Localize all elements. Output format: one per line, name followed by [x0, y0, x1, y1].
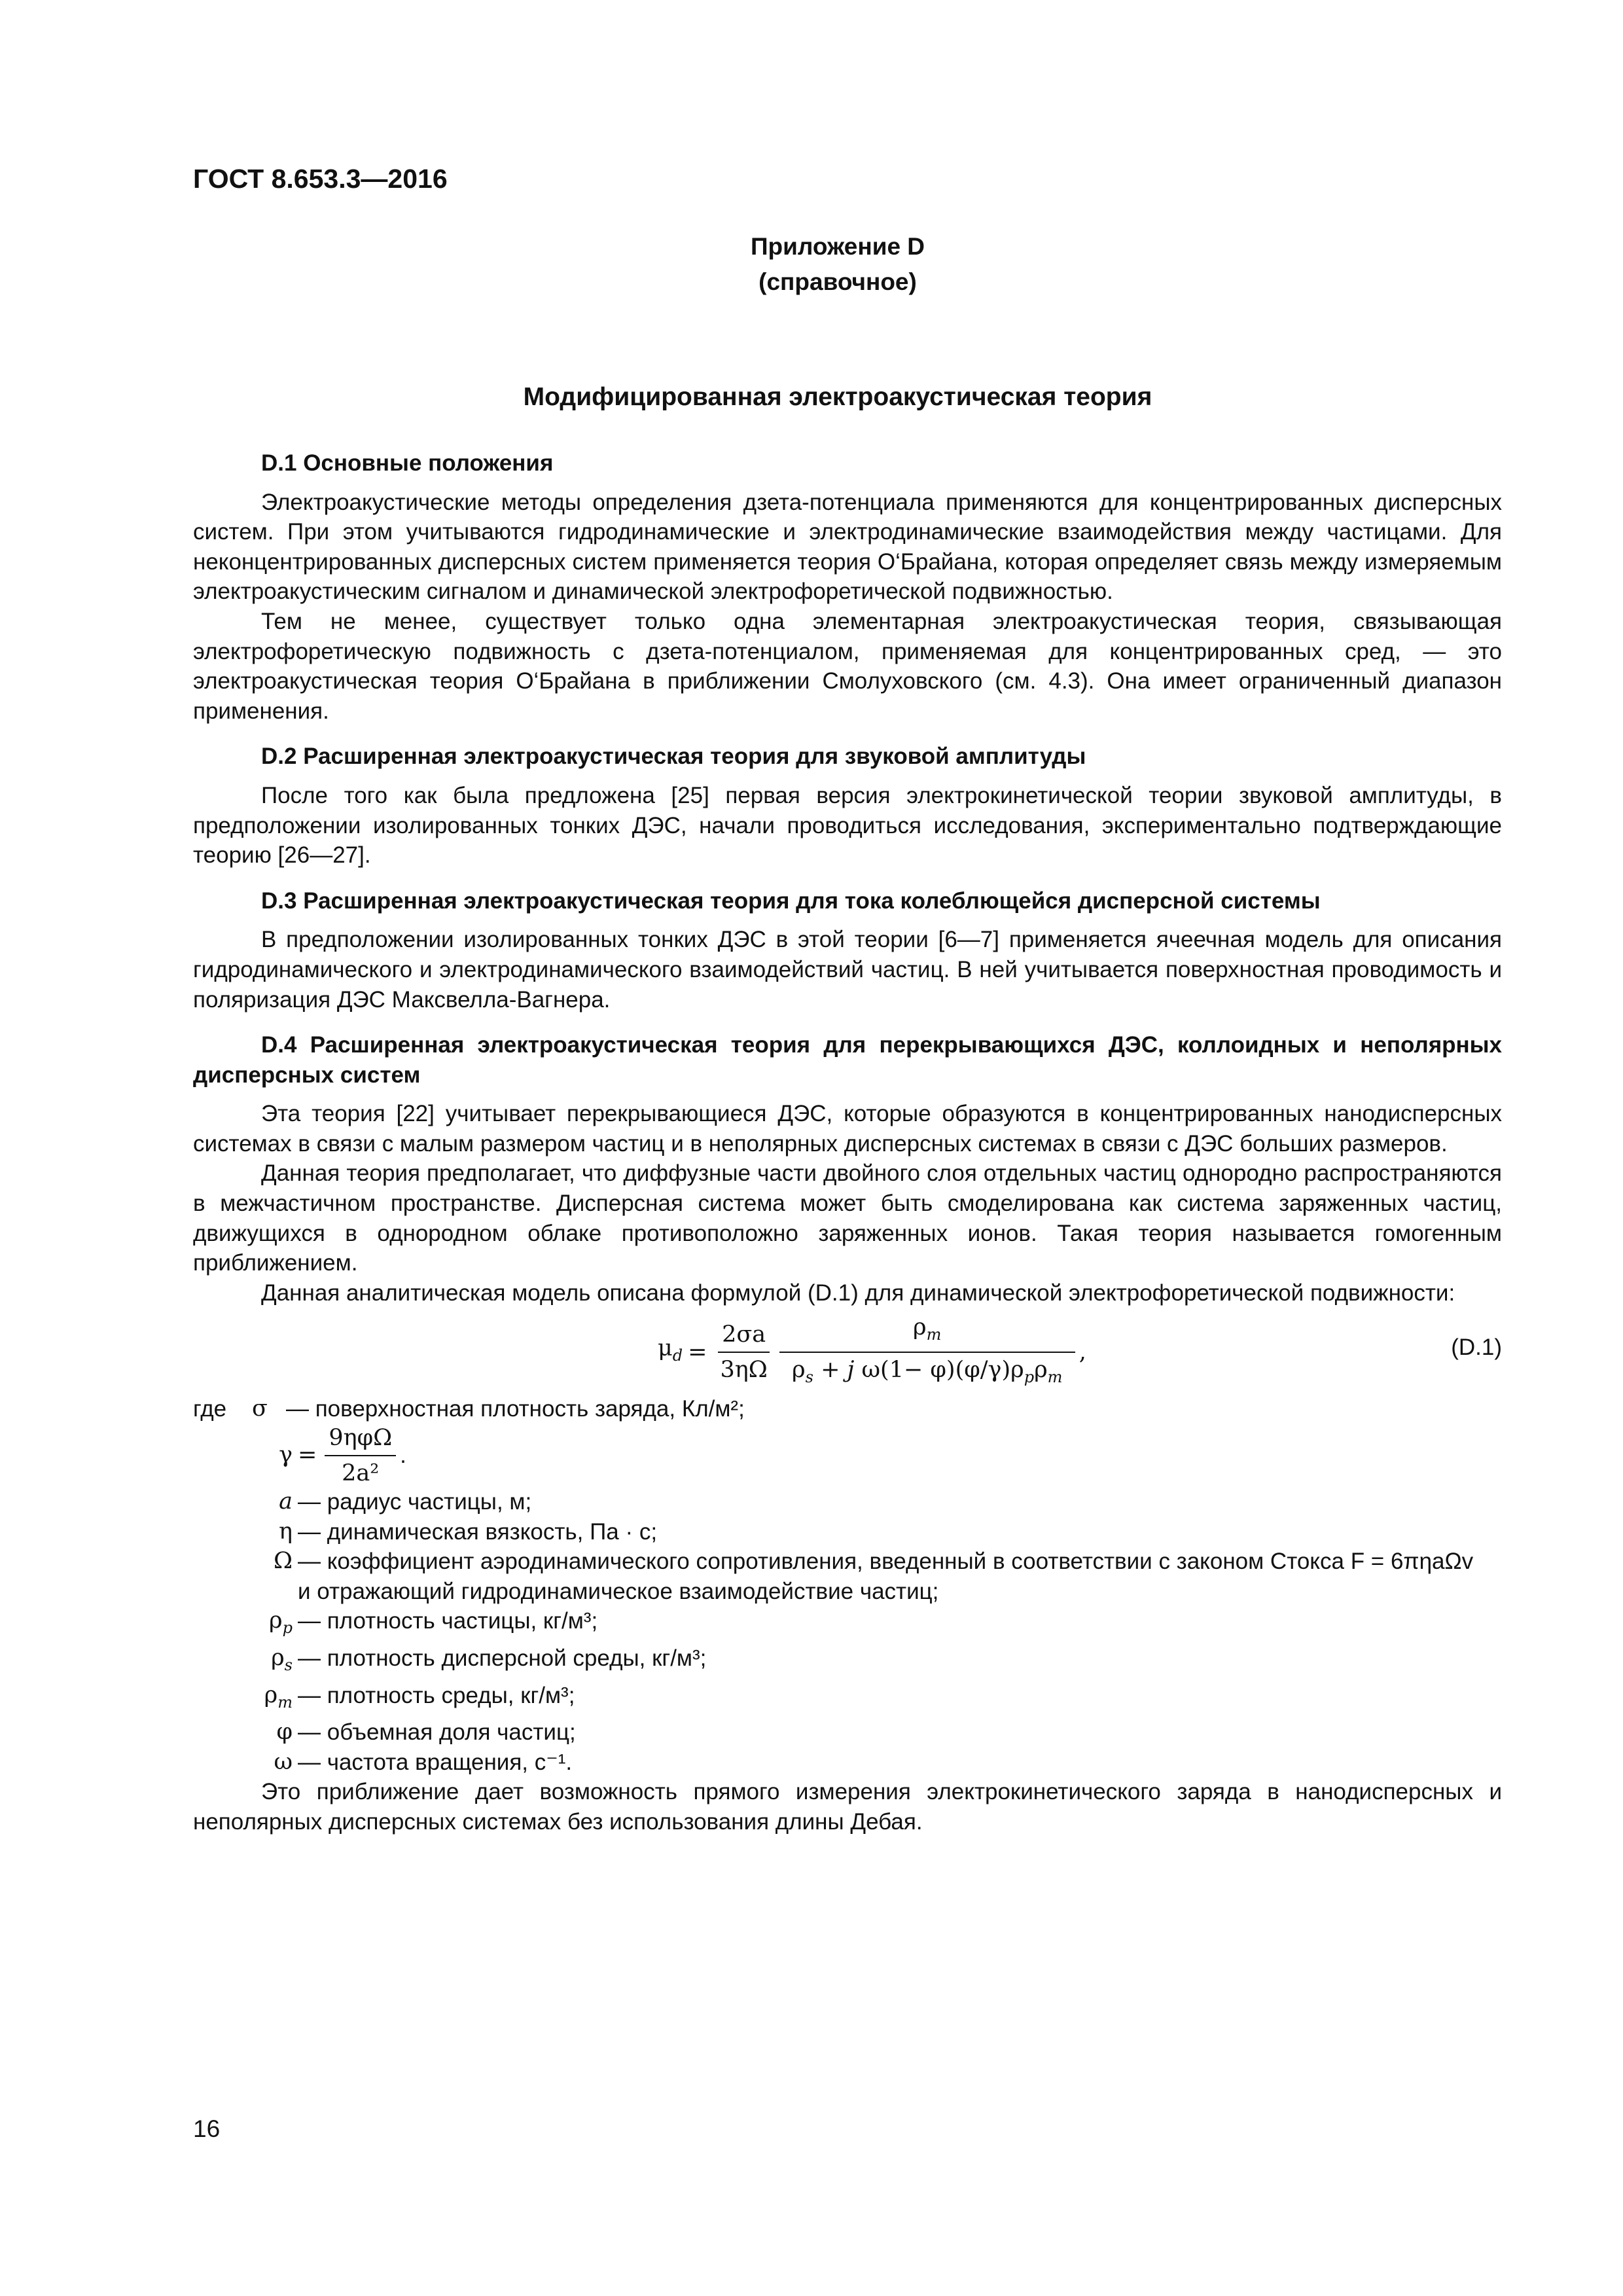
fraction-1: $\frac{2\sigma a}{3\eta\Omega}$ — [716, 1320, 771, 1384]
standard-header: ГОСТ 8.653.3—2016 — [193, 164, 448, 194]
list-item: Ω — коэффициент аэродинамического сопротивления, введенный в соответствии с законом Стокса F = 6πηaΩv — [273, 1548, 1474, 1575]
fraction-2: $\frac{\rho_m}{\rho_s + j \omega(1- \varphi)(\varphi/\gamma)\rho_p\rho_m}$ — [779, 1313, 1075, 1391]
paragraph: Эта теория [22] учитывает перекрывающиеся ДЭС, которые образуются в концентрированных нанодисперсных системах в связи с малым размером частиц и в неполярных дисперсных системах в связи с ДЭС больших размеров. — [193, 1101, 1502, 1157]
annex-heading — [0, 229, 1623, 300]
list-item: a — радиус частицы, м; — [279, 1488, 532, 1515]
list-item: γ = $\frac{\text{9ηφΩ}}{\text{2a²}}$ . — [279, 1425, 406, 1487]
formula-expression: $\mu_d$ = $\frac{2\sigma a}{3\eta\Omega}$ $\frac{\rho_m}{\rho_s + j \omega(1- \varphi)(\varphi/\gamma)\rho_p\rho_m}$ , — [658, 1314, 1086, 1390]
formula-lhs: $\mu_d$ — [658, 1335, 683, 1365]
closing-paragraph: Это приближение дает возможность прямого измерения электрокинетического заряда в нанодисперсных и неполярных дисперсных системах без использования длины Дебая. — [193, 1779, 1502, 1835]
formula-d1 — [193, 1314, 1502, 1390]
annex-type: (справочное) — [758, 268, 917, 295]
section-heading-d3: D.3 Расширенная электроакустическая теория для тока колеблющейся дисперсной системы — [261, 888, 1321, 914]
paragraph: Данная аналитическая модель описана формулой (D.1) для динамической электрофоретической подвижности: — [261, 1280, 1455, 1306]
list-item: ω — частота вращения, с⁻¹. — [274, 1748, 573, 1775]
equation-number: (D.1) — [1451, 1335, 1502, 1361]
list-item: где σ — поверхностная плотность заряда, Кл/м²; — [193, 1395, 745, 1422]
paragraph: В предположении изолированных тонких ДЭС в этой теории [6—7] применяется ячеечная модель для описания гидродинамического и электродинамического взаимодействий частиц. В ней учитывается поверхностная проводимость и поляризация ДЭС Максвелла-Вагнера. — [193, 927, 1502, 1013]
gamma-fraction: $\frac{\text{9ηφΩ}}{\text{2a²}}$ — [325, 1424, 396, 1488]
document-body — [193, 448, 1502, 1837]
list-item: $\rho_p$ — плотность частицы, кг/м³; — [269, 1607, 598, 1638]
list-item: $\rho_s$ — плотность дисперсной среды, кг/м³; — [271, 1645, 707, 1674]
section-heading-d1: D.1 Основные положения — [261, 450, 554, 476]
list-item: η — динамическая вязкость, Па · с; — [279, 1518, 658, 1545]
page-number: 16 — [193, 2115, 221, 2142]
list-item-continuation: и отражающий гидродинамическое взаимодействие частиц; — [298, 1578, 939, 1604]
paragraph: Электроакустические методы определения дзета-потенциала применяются для концентрированных дисперсных систем. При этом учитываются гидродинамические и электродинамические взаимодействия между частицами. Для неконцентрированных дисперсных систем применяется теория О‘Брайана, которая определяет связь между измеряемым электроакустическим сигналом и динамической электрофоретической подвижностью. — [193, 489, 1502, 605]
paragraph: Тем не менее, существует только одна элементарная электроакустическая теория, связывающая электрофоретическую подвижность с дзета-потенциалом, применяемая для концентрированных сред, — это электроакустическая теория О‘Брайана в приближении Смолуховского (см. 4.3). Она имеет ограниченный диапазон применения. — [193, 608, 1502, 724]
symbol-list — [193, 1394, 1502, 1777]
section-heading-d2: D.2 Расширенная электроакустическая теория для звуковой амплитуды — [261, 744, 1086, 770]
section-heading-d4: D.4 Расширенная электроакустическая теория для перекрывающихся ДЭС, коллоидных и неполярных дисперсных систем — [193, 1032, 1502, 1088]
paragraph: Данная теория предполагает, что диффузные части двойного слоя отдельных частиц однородно распространяются в межчастичном пространстве. Дисперсная система может быть смоделирована как система заряженных частиц, движущихся в однородном облаке противоположно заряженных ионов. Такая теория называется гомогенным приближением. — [193, 1160, 1502, 1276]
paragraph: После того как была предложена [25] первая версия электрокинетической теории звуковой амплитуды, в предположении изолированных тонких ДЭС, начали проводиться исследования, экспериментально подтверждающие теорию [26—27]. — [193, 782, 1502, 869]
annex-label: Приложение D — [750, 233, 925, 260]
annex-title: Модифицированная электроакустическая теория — [523, 383, 1152, 411]
list-item: φ — объемная доля частиц; — [276, 1719, 576, 1746]
list-item: $\rho_m$ — плотность среды, кг/м³; — [264, 1681, 575, 1712]
